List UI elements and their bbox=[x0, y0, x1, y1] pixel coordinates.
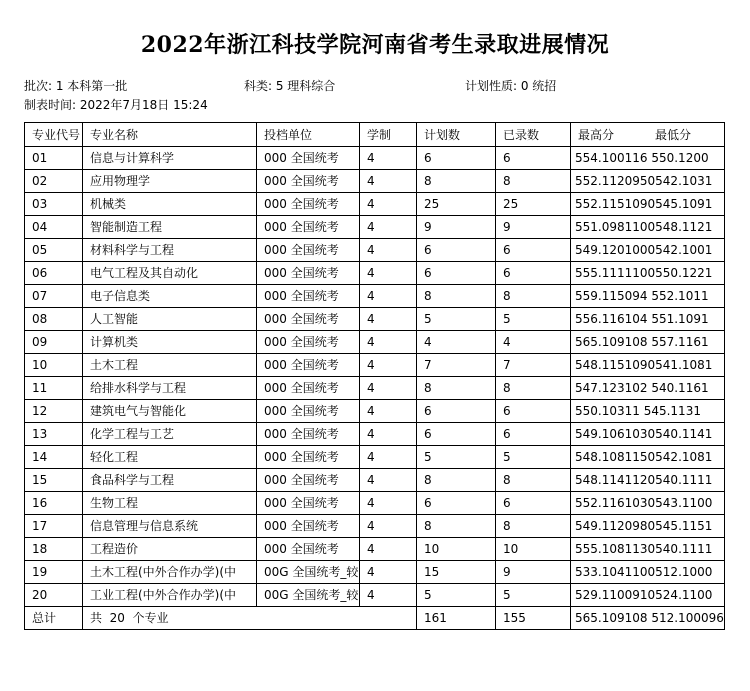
row-years: 4 bbox=[360, 285, 417, 308]
row-code: 10 bbox=[25, 354, 83, 377]
row-admitted: 6 bbox=[496, 262, 571, 285]
header-code: 专业代号 bbox=[25, 123, 83, 147]
row-unit: 000 全国统考 bbox=[257, 538, 360, 561]
row-years: 4 bbox=[360, 193, 417, 216]
row-code: 09 bbox=[25, 331, 83, 354]
row-code: 12 bbox=[25, 400, 83, 423]
row-name: 土木工程(中外合作办学)(中 bbox=[83, 561, 257, 584]
row-code: 13 bbox=[25, 423, 83, 446]
total-row bbox=[25, 607, 725, 630]
row-unit: 00G 全国统考_较 bbox=[257, 584, 360, 607]
row-admitted: 25 bbox=[496, 193, 571, 216]
row-code: 02 bbox=[25, 170, 83, 193]
table-row bbox=[25, 538, 725, 561]
row-scores: 552.1120950542.1031 bbox=[571, 170, 725, 193]
row-years: 4 bbox=[360, 147, 417, 170]
row-name: 计算机类 bbox=[83, 331, 257, 354]
row-scores: 548.1081150542.1081 bbox=[571, 446, 725, 469]
table-row bbox=[25, 147, 725, 170]
row-years: 4 bbox=[360, 354, 417, 377]
table-header-row bbox=[25, 123, 725, 147]
row-plan: 7 bbox=[417, 354, 496, 377]
table-row bbox=[25, 331, 725, 354]
row-name: 生物工程 bbox=[83, 492, 257, 515]
table-row bbox=[25, 262, 725, 285]
row-unit: 000 全国统考 bbox=[257, 193, 360, 216]
table-row bbox=[25, 354, 725, 377]
row-unit: 000 全国统考 bbox=[257, 492, 360, 515]
row-admitted: 10 bbox=[496, 538, 571, 561]
row-name: 食品科学与工程 bbox=[83, 469, 257, 492]
row-plan: 9 bbox=[417, 216, 496, 239]
row-scores: 556.116104 551.1091 bbox=[571, 308, 725, 331]
header-plan: 计划数 bbox=[417, 123, 496, 147]
row-years: 4 bbox=[360, 423, 417, 446]
row-years: 4 bbox=[360, 262, 417, 285]
row-admitted: 6 bbox=[496, 400, 571, 423]
row-name: 给排水科学与工程 bbox=[83, 377, 257, 400]
row-years: 4 bbox=[360, 492, 417, 515]
row-scores: 548.1141120540.1111 bbox=[571, 469, 725, 492]
row-name: 轻化工程 bbox=[83, 446, 257, 469]
row-plan: 8 bbox=[417, 515, 496, 538]
row-name: 信息管理与信息系统 bbox=[83, 515, 257, 538]
row-code: 03 bbox=[25, 193, 83, 216]
row-plan: 6 bbox=[417, 239, 496, 262]
table-row bbox=[25, 400, 725, 423]
row-admitted: 4 bbox=[496, 331, 571, 354]
row-code: 07 bbox=[25, 285, 83, 308]
table-row bbox=[25, 469, 725, 492]
row-code: 01 bbox=[25, 147, 83, 170]
row-unit: 000 全国统考 bbox=[257, 377, 360, 400]
row-scores: 549.1120980545.1151 bbox=[571, 515, 725, 538]
table-row bbox=[25, 423, 725, 446]
row-scores: 533.1041100512.1000 bbox=[571, 561, 725, 584]
row-years: 4 bbox=[360, 216, 417, 239]
table-row bbox=[25, 492, 725, 515]
row-code: 18 bbox=[25, 538, 83, 561]
row-years: 4 bbox=[360, 538, 417, 561]
table-row bbox=[25, 308, 725, 331]
total-summary: 共 20 个专业 bbox=[83, 607, 417, 630]
row-scores: 551.0981100548.1121 bbox=[571, 216, 725, 239]
row-unit: 000 全国统考 bbox=[257, 469, 360, 492]
row-unit: 000 全国统考 bbox=[257, 239, 360, 262]
row-name: 材料科学与工程 bbox=[83, 239, 257, 262]
table-row bbox=[25, 584, 725, 607]
table-row bbox=[25, 285, 725, 308]
row-code: 17 bbox=[25, 515, 83, 538]
row-admitted: 8 bbox=[496, 515, 571, 538]
header-min: 最低分 bbox=[655, 127, 692, 142]
row-code: 14 bbox=[25, 446, 83, 469]
row-scores: 550.10311 545.1131 bbox=[571, 400, 725, 423]
row-code: 19 bbox=[25, 561, 83, 584]
row-scores: 555.1081130540.1111 bbox=[571, 538, 725, 561]
batch-info: 批次: 1 本科第一批 bbox=[24, 79, 128, 93]
table-row bbox=[25, 446, 725, 469]
made-time-info: 制表时间: 2022年7月18日 15:24 bbox=[24, 98, 208, 112]
subject-info: 科类: 5 理科综合 bbox=[244, 79, 336, 93]
row-admitted: 6 bbox=[496, 423, 571, 446]
total-scores: 565.109108 512.100096 bbox=[571, 607, 725, 630]
row-admitted: 8 bbox=[496, 170, 571, 193]
header-scores bbox=[571, 123, 725, 147]
row-plan: 8 bbox=[417, 377, 496, 400]
row-unit: 000 全国统考 bbox=[257, 170, 360, 193]
row-plan: 6 bbox=[417, 423, 496, 446]
row-years: 4 bbox=[360, 584, 417, 607]
row-unit: 000 全国统考 bbox=[257, 285, 360, 308]
row-plan: 6 bbox=[417, 492, 496, 515]
header-years: 学制 bbox=[360, 123, 417, 147]
row-plan: 6 bbox=[417, 400, 496, 423]
row-code: 08 bbox=[25, 308, 83, 331]
row-name: 人工智能 bbox=[83, 308, 257, 331]
total-plan: 161 bbox=[417, 607, 496, 630]
row-scores: 565.109108 557.1161 bbox=[571, 331, 725, 354]
table-row bbox=[25, 170, 725, 193]
header-admitted: 已录数 bbox=[496, 123, 571, 147]
row-admitted: 6 bbox=[496, 492, 571, 515]
row-plan: 4 bbox=[417, 331, 496, 354]
row-plan: 5 bbox=[417, 446, 496, 469]
row-admitted: 5 bbox=[496, 308, 571, 331]
admission-table bbox=[24, 122, 725, 630]
table-row bbox=[25, 239, 725, 262]
table-row bbox=[25, 561, 725, 584]
row-plan: 5 bbox=[417, 308, 496, 331]
row-scores: 548.1151090541.1081 bbox=[571, 354, 725, 377]
row-admitted: 6 bbox=[496, 239, 571, 262]
row-admitted: 8 bbox=[496, 377, 571, 400]
row-admitted: 8 bbox=[496, 285, 571, 308]
row-name: 电气工程及其自动化 bbox=[83, 262, 257, 285]
row-years: 4 bbox=[360, 446, 417, 469]
row-plan: 6 bbox=[417, 262, 496, 285]
row-scores: 549.1201000542.1001 bbox=[571, 239, 725, 262]
row-scores: 547.123102 540.1161 bbox=[571, 377, 725, 400]
row-unit: 000 全国统考 bbox=[257, 423, 360, 446]
row-years: 4 bbox=[360, 170, 417, 193]
row-plan: 25 bbox=[417, 193, 496, 216]
row-unit: 000 全国统考 bbox=[257, 216, 360, 239]
page-title: 2022年浙江科技学院河南省考生录取进展情况 bbox=[140, 32, 610, 58]
row-plan: 6 bbox=[417, 147, 496, 170]
row-scores: 552.1161030543.1100 bbox=[571, 492, 725, 515]
plan-type-info: 计划性质: 0 统招 bbox=[465, 79, 557, 93]
row-name: 土木工程 bbox=[83, 354, 257, 377]
row-admitted: 5 bbox=[496, 584, 571, 607]
row-code: 11 bbox=[25, 377, 83, 400]
table-row bbox=[25, 216, 725, 239]
row-unit: 000 全国统考 bbox=[257, 446, 360, 469]
row-admitted: 9 bbox=[496, 561, 571, 584]
row-scores: 559.115094 552.1011 bbox=[571, 285, 725, 308]
row-unit: 00G 全国统考_较 bbox=[257, 561, 360, 584]
row-plan: 8 bbox=[417, 469, 496, 492]
total-admitted: 155 bbox=[496, 607, 571, 630]
total-label: 总计 bbox=[25, 607, 83, 630]
row-unit: 000 全国统考 bbox=[257, 515, 360, 538]
row-name: 建筑电气与智能化 bbox=[83, 400, 257, 423]
row-admitted: 6 bbox=[496, 147, 571, 170]
row-unit: 000 全国统考 bbox=[257, 308, 360, 331]
row-name: 化学工程与工艺 bbox=[83, 423, 257, 446]
row-years: 4 bbox=[360, 331, 417, 354]
row-years: 4 bbox=[360, 400, 417, 423]
row-name: 信息与计算科学 bbox=[83, 147, 257, 170]
row-scores: 529.1100910524.1100 bbox=[571, 584, 725, 607]
row-unit: 000 全国统考 bbox=[257, 400, 360, 423]
row-admitted: 9 bbox=[496, 216, 571, 239]
header-unit: 投档单位 bbox=[257, 123, 360, 147]
row-code: 20 bbox=[25, 584, 83, 607]
row-code: 06 bbox=[25, 262, 83, 285]
row-admitted: 7 bbox=[496, 354, 571, 377]
row-code: 04 bbox=[25, 216, 83, 239]
row-name: 工程造价 bbox=[83, 538, 257, 561]
row-years: 4 bbox=[360, 239, 417, 262]
row-scores: 549.1061030540.1141 bbox=[571, 423, 725, 446]
row-code: 05 bbox=[25, 239, 83, 262]
row-name: 应用物理学 bbox=[83, 170, 257, 193]
row-name: 工业工程(中外合作办学)(中 bbox=[83, 584, 257, 607]
row-admitted: 8 bbox=[496, 469, 571, 492]
row-unit: 000 全国统考 bbox=[257, 262, 360, 285]
row-name: 机械类 bbox=[83, 193, 257, 216]
row-years: 4 bbox=[360, 561, 417, 584]
row-name: 智能制造工程 bbox=[83, 216, 257, 239]
row-name: 电子信息类 bbox=[83, 285, 257, 308]
row-years: 4 bbox=[360, 515, 417, 538]
row-scores: 554.100116 550.1200 bbox=[571, 147, 725, 170]
row-plan: 15 bbox=[417, 561, 496, 584]
row-years: 4 bbox=[360, 469, 417, 492]
header-name: 专业名称 bbox=[83, 123, 257, 147]
row-code: 16 bbox=[25, 492, 83, 515]
table-row bbox=[25, 193, 725, 216]
row-unit: 000 全国统考 bbox=[257, 354, 360, 377]
table-row bbox=[25, 377, 725, 400]
row-years: 4 bbox=[360, 377, 417, 400]
header-max: 最高分 bbox=[578, 127, 615, 142]
table-row bbox=[25, 515, 725, 538]
row-plan: 10 bbox=[417, 538, 496, 561]
row-scores: 555.1111100550.1221 bbox=[571, 262, 725, 285]
row-code: 15 bbox=[25, 469, 83, 492]
row-plan: 8 bbox=[417, 170, 496, 193]
row-unit: 000 全国统考 bbox=[257, 147, 360, 170]
row-years: 4 bbox=[360, 308, 417, 331]
row-unit: 000 全国统考 bbox=[257, 331, 360, 354]
row-scores: 552.1151090545.1091 bbox=[571, 193, 725, 216]
row-plan: 8 bbox=[417, 285, 496, 308]
row-plan: 5 bbox=[417, 584, 496, 607]
row-admitted: 5 bbox=[496, 446, 571, 469]
